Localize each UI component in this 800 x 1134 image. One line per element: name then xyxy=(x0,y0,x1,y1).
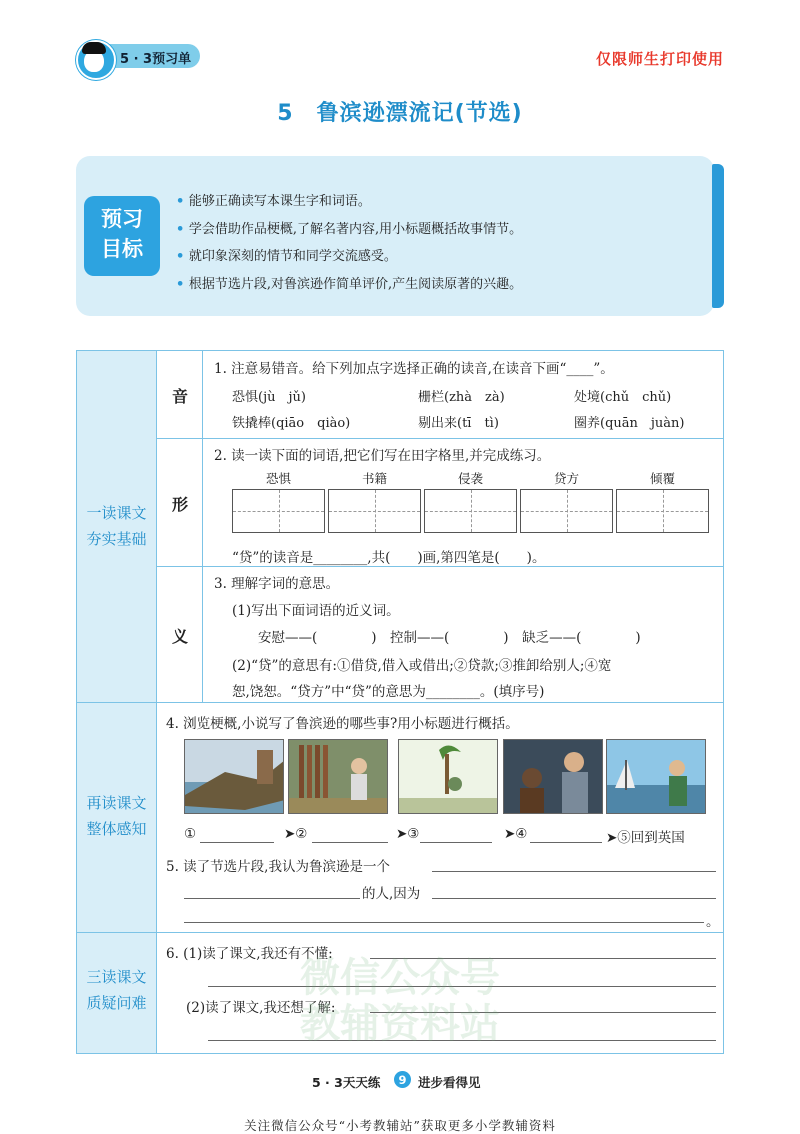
story-picture-4 xyxy=(503,739,603,814)
grid-word: 书籍 xyxy=(361,471,387,486)
q1-item[interactable]: 圈养(quān juàn) xyxy=(574,416,685,431)
row-label-sound: 音 xyxy=(171,387,188,406)
q3-sub1: (1)写出下面词语的近义词。 xyxy=(232,603,400,619)
tian-grid[interactable] xyxy=(424,489,517,533)
goal-item: • 根据节选片段,对鲁滨逊作简单评价,产生阅读原著的兴趣。 xyxy=(176,271,522,299)
goals-panel-edge xyxy=(712,164,724,308)
q6-line2: (2)读了课文,我还想了解: xyxy=(186,1000,336,1016)
step-4: ➤④ xyxy=(504,826,528,842)
lesson-title: 5 鲁滨逊漂流记(节选) xyxy=(277,101,523,126)
story-picture-3 xyxy=(398,739,498,814)
q3-sub2-line1: (2)“贷”的意思有:①借贷,借入或借出;②贷款;③推卸给别人;④宽 xyxy=(232,658,612,674)
q4-prompt: 4. 浏览梗概,小说写了鲁滨逊的哪些事?用小标题进行概括。 xyxy=(166,716,519,732)
tian-grid[interactable] xyxy=(616,489,709,533)
q1-item[interactable]: 处境(chǔ chǔ) xyxy=(574,390,672,405)
section-label-2 xyxy=(77,790,156,842)
goal-item: • 就印象深刻的情节和同学交流感受。 xyxy=(176,243,522,271)
q3-prompt: 3. 理解字词的意思。 xyxy=(214,576,340,592)
q5-blank-3[interactable] xyxy=(432,898,716,899)
step-3-blank[interactable] xyxy=(420,842,492,843)
footer-right: 进步看得见 xyxy=(418,1075,481,1090)
page-number: 9 xyxy=(398,1073,407,1087)
grid-word: 贷方 xyxy=(553,471,579,486)
step-1: ① xyxy=(184,826,197,842)
print-notice: 仅限师生打印使用 xyxy=(595,50,724,68)
badge-line-2: 目标 xyxy=(101,237,143,261)
step-1-blank[interactable] xyxy=(200,842,274,843)
section-label-3 xyxy=(77,964,156,1016)
story-picture-5 xyxy=(606,739,706,814)
row-label-form: 形 xyxy=(171,495,188,514)
tian-grid[interactable] xyxy=(232,489,325,533)
story-picture-2 xyxy=(288,739,388,814)
watermark-line-1: 微信公众号 xyxy=(300,955,500,1001)
section-line: 再读课文 xyxy=(86,794,147,812)
divider xyxy=(156,566,724,567)
step-4-blank[interactable] xyxy=(530,842,602,843)
footer-left: 5 · 3天天练 xyxy=(312,1075,381,1090)
grid-word: 恐惧 xyxy=(265,471,291,486)
section-line: 夯实基础 xyxy=(86,530,147,548)
section-line: 质疑问难 xyxy=(86,994,147,1012)
goals-badge-text xyxy=(84,204,160,264)
q6-line1: 6. (1)读了课文,我还有不懂: xyxy=(166,946,333,962)
step-2: ➤② xyxy=(284,826,308,842)
q1-prompt: 1. 注意易错音。给下列加点字选择正确的读音,在读音下画“____”。 xyxy=(214,361,614,377)
q2-note: “贷”的读音是________,共( )画,第四笔是( )。 xyxy=(232,550,546,566)
q5-blank-4[interactable] xyxy=(184,922,704,923)
badge-line-1: 预习 xyxy=(101,207,143,231)
q1-item[interactable]: 恐惧(jù jǔ) xyxy=(232,390,306,405)
step-3: ➤③ xyxy=(396,826,420,842)
divider xyxy=(76,702,724,703)
section-line: 一读课文 xyxy=(86,504,147,522)
q2-prompt: 2. 读一读下面的词语,把它们写在田字格里,并完成练习。 xyxy=(214,448,551,464)
divider xyxy=(76,932,724,933)
q5-blank-1[interactable] xyxy=(432,871,716,872)
q3-pairs: 安慰——( ) 控制——( ) 缺乏——( ) xyxy=(258,630,641,646)
tian-grid[interactable] xyxy=(520,489,613,533)
story-picture-1 xyxy=(184,739,284,814)
q5-blank-2[interactable] xyxy=(184,898,360,899)
q3-sub2-line2: 恕,饶恕。“贷方”中“贷”的意思为________。(填序号) xyxy=(232,684,545,700)
tian-grid[interactable] xyxy=(328,489,421,533)
goal-list xyxy=(176,188,522,298)
divider xyxy=(156,438,724,439)
step-5: ➤⑤回到英国 xyxy=(606,830,685,846)
mascot-hair xyxy=(82,42,106,54)
step-2-blank[interactable] xyxy=(312,842,388,843)
section-line: 三读课文 xyxy=(86,968,147,986)
q1-item[interactable]: 栅栏(zhà zà) xyxy=(418,390,505,405)
q5-end: 。 xyxy=(706,914,720,930)
q5-prompt: 5. 读了节选片段,我认为鲁滨逊是一个 xyxy=(166,859,390,875)
q1-item[interactable]: 剔出来(tī tì) xyxy=(418,416,499,431)
goal-item: • 能够正确读写本课生字和词语。 xyxy=(176,188,522,216)
grid-word: 倾覆 xyxy=(649,471,675,486)
q5-mid: 的人,因为 xyxy=(362,886,421,902)
grid-word: 侵袭 xyxy=(457,471,483,486)
row-label-meaning: 义 xyxy=(171,627,188,646)
bottom-note: 关注微信公众号“小考教辅站”获取更多小学教辅资料 xyxy=(244,1118,556,1133)
section-label-1 xyxy=(77,500,156,552)
section-line: 整体感知 xyxy=(86,820,147,838)
watermark-line-2: 教辅资料站 xyxy=(300,1001,500,1047)
series-label: 5 · 3预习单 xyxy=(120,52,192,67)
goal-item: • 学会借助作品梗概,了解名著内容,用小标题概括故事情节。 xyxy=(176,216,522,244)
q1-item[interactable]: 铁撬棒(qiāo qiào) xyxy=(232,416,351,431)
